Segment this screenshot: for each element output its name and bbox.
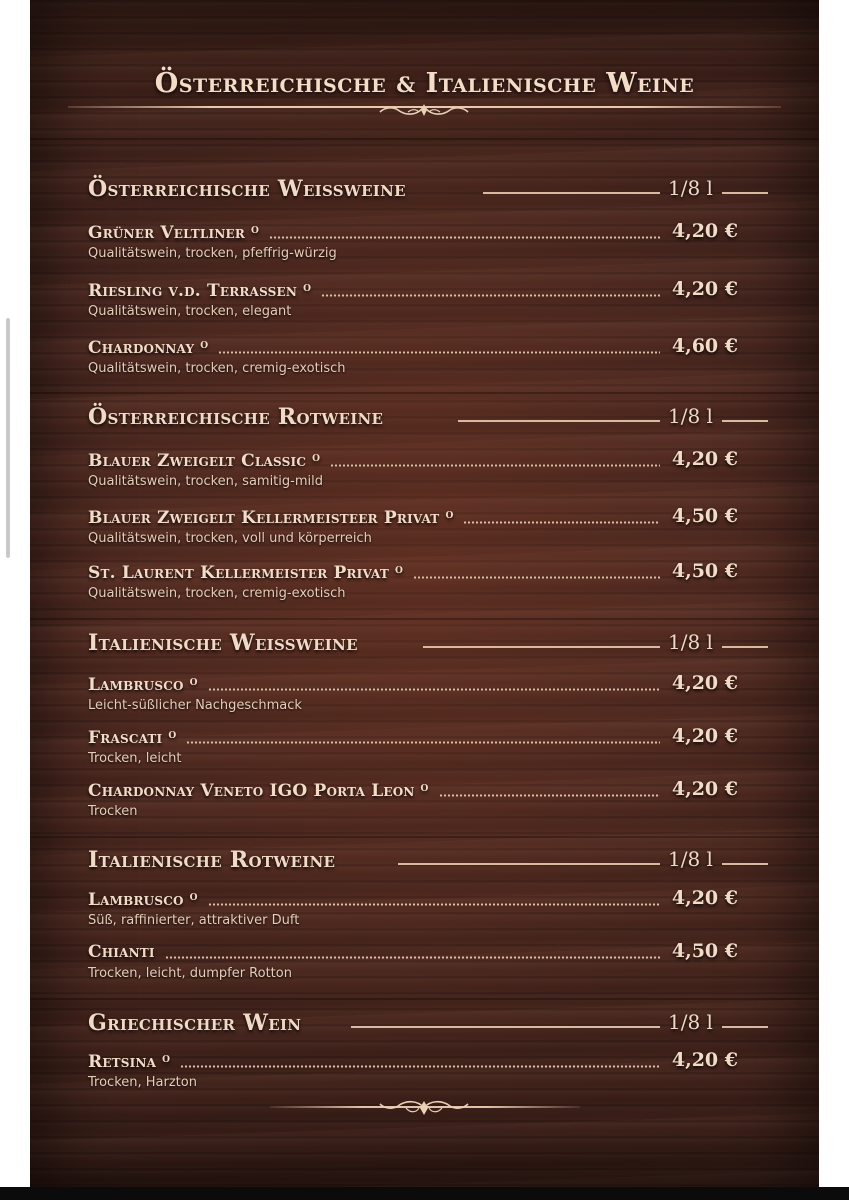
item-description: Süß, raffinierter, attraktiver Duft — [88, 913, 300, 928]
item-name-text: Lambrusco — [88, 890, 184, 910]
title-part2: Italienische Weine — [425, 68, 695, 99]
section-rule — [483, 192, 660, 194]
item-name — [88, 780, 429, 801]
item-name-text: Retsina — [88, 1052, 157, 1072]
item-name — [88, 337, 208, 358]
title-ampersand: & — [396, 72, 416, 97]
section-title: Österreichische Weissweine — [88, 176, 406, 202]
item-marker: o — [168, 727, 177, 742]
item-name-text: Grüner Veltliner — [88, 223, 246, 243]
plank-seam — [30, 998, 819, 1000]
menu-item — [88, 889, 738, 939]
item-name — [88, 889, 198, 910]
item-marker: o — [189, 674, 198, 689]
item-name — [88, 222, 259, 243]
item-description: Qualitätswein, trocken, pfeffrig-würzig — [88, 246, 337, 261]
item-marker: o — [312, 450, 321, 465]
item-price: 4,20 € — [671, 448, 738, 470]
section-unit-rule — [722, 1026, 768, 1028]
item-description: Qualitätswein, trocken, cremig-exotisch — [88, 361, 346, 376]
item-leader-dots — [463, 521, 660, 524]
flourish-ornament-icon — [378, 100, 470, 122]
menu-item — [88, 727, 738, 777]
menu-item — [88, 1051, 738, 1101]
item-price: 4,50 € — [671, 560, 738, 582]
item-description: Qualitätswein, trocken, voll und körperreich — [88, 531, 372, 546]
item-leader-dots — [208, 903, 660, 906]
item-price: 4,50 € — [671, 940, 738, 962]
item-description: Qualitätswein, trocken, elegant — [88, 304, 292, 319]
section-unit: 1/8 l — [668, 176, 713, 200]
section-header — [88, 404, 768, 434]
item-leader-dots — [439, 794, 660, 797]
menu-item — [88, 562, 738, 612]
page-title — [30, 68, 819, 99]
item-marker: o — [445, 507, 454, 522]
section-unit-rule — [722, 192, 768, 194]
item-description: Qualitätswein, trocken, cremig-exotisch — [88, 586, 346, 601]
item-description: Qualitätswein, trocken, samitig-mild — [88, 474, 323, 489]
item-price: 4,20 € — [671, 278, 738, 300]
item-description: Trocken, leicht — [88, 751, 182, 766]
item-name — [88, 1051, 170, 1072]
menu-item — [88, 507, 738, 557]
flourish-ornament-icon — [378, 1098, 470, 1120]
section-title: Italienische Weissweine — [88, 630, 358, 656]
item-leader-dots — [269, 236, 660, 239]
section-rule — [458, 420, 660, 422]
section-rule — [398, 863, 660, 865]
item-price: 4,20 € — [671, 725, 738, 747]
scroll-indicator[interactable] — [6, 318, 10, 558]
item-marker: o — [200, 337, 209, 352]
item-name — [88, 727, 176, 748]
title-part1: Österreichische — [154, 68, 387, 99]
item-leader-dots — [165, 956, 660, 959]
item-name — [88, 674, 198, 695]
section-unit: 1/8 l — [668, 630, 713, 654]
item-leader-dots — [180, 1065, 660, 1068]
item-leader-dots — [218, 351, 660, 354]
section-title: Österreichische Rotweine — [88, 404, 384, 430]
section-rule — [351, 1026, 660, 1028]
item-price: 4,20 € — [671, 220, 738, 242]
section-unit: 1/8 l — [668, 847, 713, 871]
section-header — [88, 630, 768, 660]
section-unit: 1/8 l — [668, 1010, 713, 1034]
item-leader-dots — [186, 741, 660, 744]
menu-item — [88, 337, 738, 387]
menu-board — [30, 0, 819, 1187]
item-description: Trocken, leicht, dumpfer Rotton — [88, 966, 292, 981]
section-unit-rule — [722, 420, 768, 422]
plank-seam — [30, 138, 819, 140]
item-price: 4,20 € — [671, 887, 738, 909]
section-title: Italienische Rotweine — [88, 847, 336, 873]
item-marker: o — [162, 1051, 171, 1066]
menu-item — [88, 780, 738, 830]
item-marker: o — [420, 780, 429, 795]
section-title: Griechischer Wein — [88, 1010, 302, 1036]
item-name-text: Lambrusco — [88, 675, 184, 695]
item-name — [88, 450, 320, 471]
menu-item — [88, 280, 738, 330]
item-name-text: Blauer Zweigelt Kellermeisteer Privat — [88, 508, 440, 528]
item-name — [88, 562, 403, 583]
item-name-text: Chianti — [88, 942, 155, 962]
section-unit: 1/8 l — [668, 404, 713, 428]
item-leader-dots — [330, 464, 660, 467]
section-header — [88, 176, 768, 206]
plank-seam — [30, 836, 819, 838]
menu-item — [88, 222, 738, 272]
plank-seam — [30, 618, 819, 620]
item-name — [88, 280, 311, 301]
item-name-text: Chardonnay — [88, 338, 195, 358]
section-unit-rule — [722, 863, 768, 865]
menu-item — [88, 942, 738, 992]
item-price: 4,20 € — [671, 778, 738, 800]
item-leader-dots — [321, 294, 660, 297]
item-name-text: Chardonnay Veneto IGO Porta Leon — [88, 781, 415, 801]
item-name — [88, 942, 155, 962]
item-description: Trocken — [88, 804, 138, 819]
item-price: 4,50 € — [671, 505, 738, 527]
menu-item — [88, 674, 738, 724]
section-unit-rule — [722, 646, 768, 648]
item-name-text: Frascati — [88, 728, 163, 748]
item-description: Trocken, Harzton — [88, 1075, 197, 1090]
item-marker: o — [189, 889, 198, 904]
item-price: 4,60 € — [671, 335, 738, 357]
bottom-bar — [0, 1187, 849, 1200]
item-leader-dots — [208, 688, 660, 691]
menu-item — [88, 450, 738, 500]
section-rule — [423, 646, 660, 648]
section-header — [88, 847, 768, 877]
item-marker: o — [251, 222, 260, 237]
section-header — [88, 1010, 768, 1040]
item-name-text: St. Laurent Kellermeister Privat — [88, 563, 390, 583]
item-marker: o — [303, 280, 312, 295]
item-name-text: Blauer Zweigelt Classic — [88, 451, 307, 471]
item-description: Leicht-süßlicher Nachgeschmack — [88, 698, 302, 713]
item-price: 4,20 € — [671, 1049, 738, 1071]
item-price: 4,20 € — [671, 672, 738, 694]
item-leader-dots — [413, 576, 660, 579]
item-name — [88, 507, 453, 528]
item-name-text: Riesling v.d. Terrassen — [88, 281, 298, 301]
plank-seam — [30, 392, 819, 394]
item-marker: o — [395, 562, 404, 577]
